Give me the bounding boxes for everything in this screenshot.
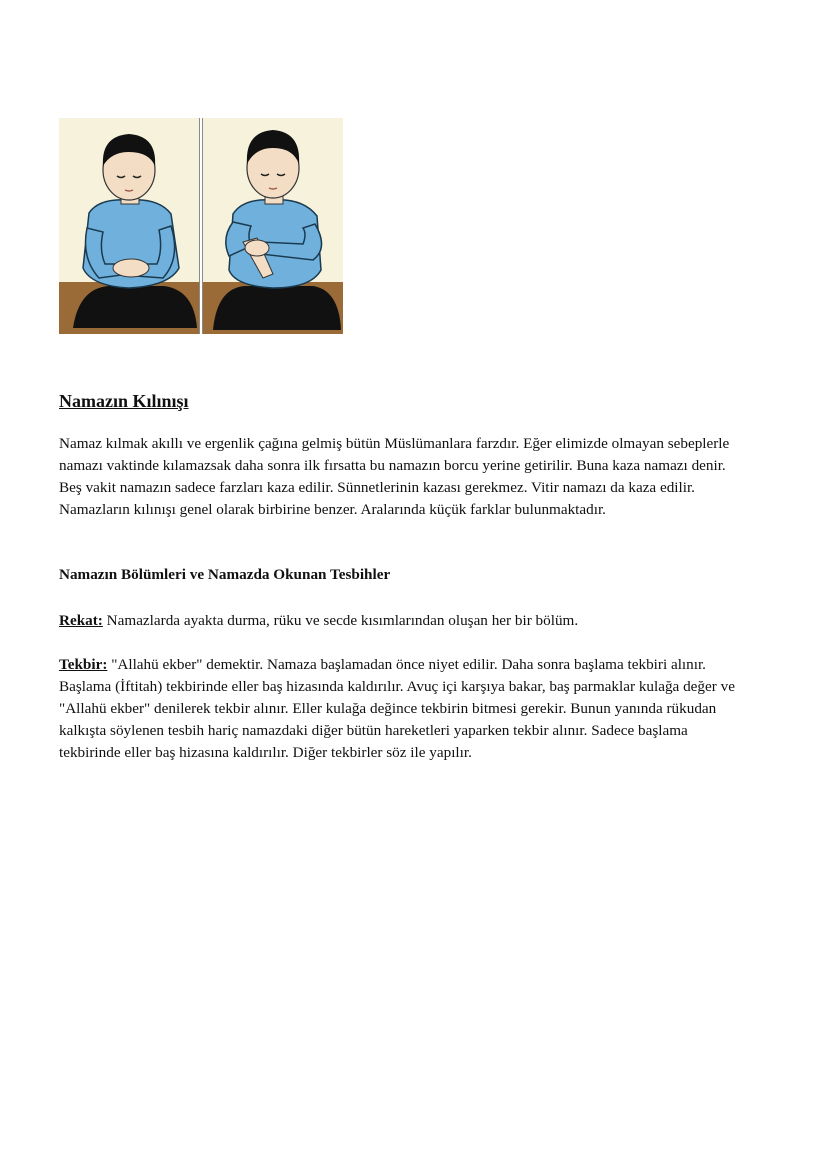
- definition-rekat: [59, 610, 739, 632]
- definition-term: Tekbir:: [59, 656, 108, 673]
- section-title: Namazın Kılınışı: [59, 391, 189, 411]
- kneeling-figure-washing-hands: [59, 118, 199, 334]
- illustration-panel-left: [59, 118, 199, 334]
- definition-term: Rekat:: [59, 612, 103, 629]
- kneeling-figure-washing-arm: [203, 118, 343, 334]
- definition-text: Namazlarda ayakta durma, rüku ve secde kısımlarından oluşan her bir bölüm.: [102, 612, 579, 629]
- illustration-panel-right: [203, 118, 343, 334]
- ablution-illustration: [59, 118, 343, 334]
- definition-text: "Allahü ekber" demektir. Namaza başlamadan önce niyet edilir. Daha sonra başlama tekbiri alınır. Başlama (İftitah) tekbirinde eller baş hizasında kaldırılır. Avuç içi karşıya bakar, baş parmaklar kulağa değer ve "Allahü ekber" denilerek tekbir alınır. Eller kulağa değince tekbirin bitmesi gerekir. Bunun yanında rükudan kalkışta söylenen tesbih hariç namazdaki diğer bütün hareketleri yaparken tekbir alınır. Sadece başlama tekbirinde eller baş hizasına kaldırılır. Diğer tekbirler söz ile yapılır.: [59, 656, 735, 761]
- subsection-heading: Namazın Bölümleri ve Namazda Okunan Tesbihler: [59, 566, 391, 583]
- intro-paragraph: Namaz kılmak akıllı ve ergenlik çağına gelmiş bütün Müslümanlara farzdır. Eğer elimizde olmayan sebeplerle namazı vaktinde kılamazsak daha sonra ilk fırsatta bu namazın borcu yerine getirilir. Buna kaza namazı denir. Beş vakit namazın sadece farzları kaza edilir. Sünnetlerinin kazası gerekmez. Vitir namazı da kaza edilir. Namazların kılınışı genel olarak birbirine benzer. Aralarında küçük farklar bulunmaktadır.: [59, 435, 730, 518]
- definition-tekbir: [59, 654, 739, 764]
